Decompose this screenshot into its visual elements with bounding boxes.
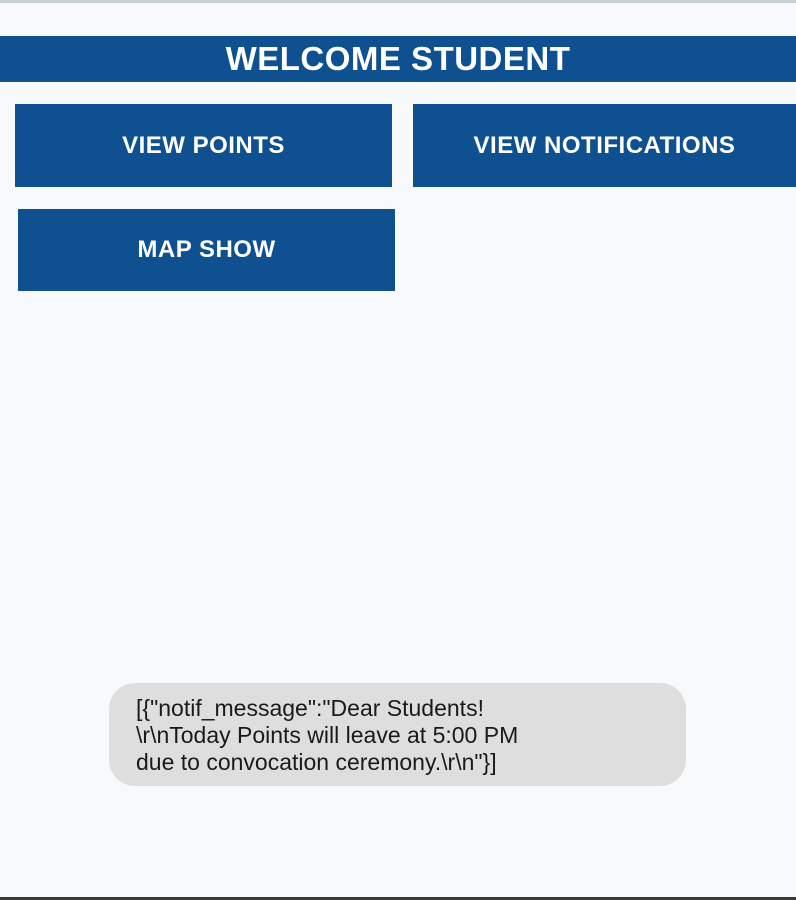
page-title: WELCOME STUDENT <box>225 40 571 77</box>
welcome-header <box>0 36 796 82</box>
notification-toast <box>109 683 686 786</box>
map-show-button[interactable]: MAP SHOW <box>18 209 395 291</box>
view-points-button[interactable]: VIEW POINTS <box>15 104 392 187</box>
view-notifications-button[interactable]: VIEW NOTIFICATIONS <box>413 104 796 187</box>
toast-message: [{"notif_message":"Dear Students! \r\nToday Points will leave at 5:00 PM due to convocation ceremony.\r\n"}] <box>136 695 519 775</box>
top-edge-divider <box>0 0 796 3</box>
